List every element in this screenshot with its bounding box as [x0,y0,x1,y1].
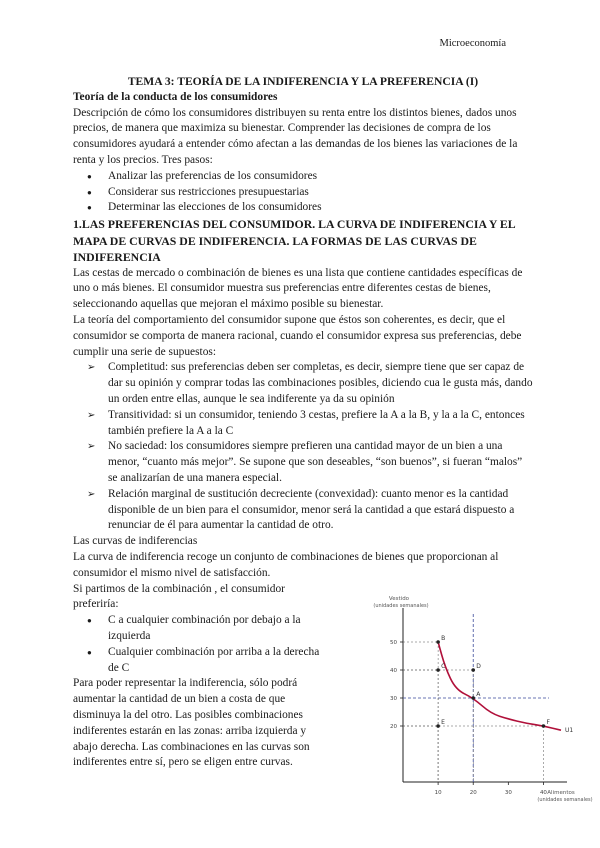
indifference-chart [333,592,593,807]
chart-svg [333,592,593,807]
curve-label: U1 [565,727,574,735]
list-item: ➢ Relación marginal de sustitución decreciente (convexidad): cuanto menor es la cantidad disponible de un bien para el consumidor, menor será la cantidad a que estará dispuesto a renunciar de él para aumentar la cantidad de otro. [73,487,533,534]
data-point [436,640,440,644]
curves-definition: La curva de indiferencia recoge un conjunto de combinaciones de bienes que proporcionan al consumidor el mismo nivel de satisfacción. [73,551,499,579]
x-tick-label: 20 [469,790,477,796]
steps-list [73,169,533,216]
final-paragraph: Para poder representar la indiferencia, sólo podrá aumentar la cantidad de un bien a costa de que disminuya la del otro. Las posibles combinaciones indiferentes estarán en las zonas: arriba izquierda y abajo derecha. Las combinaciones en las curvas son indiferentes entre sí, pero se eligen entre curvas. [73,677,310,769]
point-label: E [441,719,445,726]
indifference-curve-line [438,642,561,730]
y-tick-label: 30 [390,696,397,702]
paragraph-cestas: Las cestas de mercado o combinación de bienes es una lista que contiene cantidades específicas de uno o más bienes. El consumidor muestra sus preferencias entre diferentes cestas de bienes, seleccionando aquellas que mejoran el máximo posible su bienestar. [73,266,523,311]
if-start-paragraph: Si partimos de la combinación , el consumidor preferiría: [73,582,285,611]
curves-heading: Las curvas de indiferencias [73,535,198,548]
data-point [436,724,440,728]
y-tick-label: 50 [390,640,397,646]
x-tick-label: 40 [539,790,547,796]
y-axis-label-units: (unidades semanales) [373,603,429,609]
y-tick-label: 20 [390,724,397,730]
y-tick-label: 40 [390,668,397,674]
list-item: ➢ Completitud: sus preferencias deben ser completas, es decir, siempre tiene que ser capaz de dar su opinión y comprar todas las combinaciones posibles, diciendo cua le gusta más, dando un orden entre ellas, aunque le sea indiferente ya da su opinión [73,360,533,407]
list-item: ● Analizar las preferencias de los consumidores [73,169,533,185]
point-label: C [441,663,446,670]
subtitle: Teoría de la conducta de los consumidores [73,90,278,103]
list-item: ● Considerar sus restricciones presupuestarias [73,185,533,201]
intro-paragraph: Descripción de cómo los consumidores distribuyen su renta entre los distintos bienes, dados unos precios, de manera que maximiza su bienestar. Comprender las decisiones de compra de los consumidores ayudará a entender cómo afectan a las demandas de los bienes las variaciones de la renta y los precios. Tres pasos: [73,106,518,166]
x-axis-label-units: (unidades semanales) [537,797,593,803]
data-point [436,668,440,672]
data-point [471,696,475,700]
point-label: B [441,635,446,642]
x-tick-label: 10 [434,790,442,796]
page-title: TEMA 3: TEORÍA DE LA INDIFERENCIA Y LA PREFERENCIA (I) [127,75,479,88]
list-item: ● Determinar las elecciones de los consumidores [73,200,533,216]
point-label: D [476,663,481,670]
list-item: ➢ Transitividad: si un consumidor, teniendo 3 cestas, prefiere la A a la B, y la a la C, entonces también prefiere la A a la C [73,408,533,440]
list-item: ● C a cualquier combinación por debajo a la izquierda [73,613,323,645]
x-axis-label: Alimentos [547,790,575,796]
list-item: ➢ No saciedad: los consumidores siempre prefieren una cantidad mayor de un bien a una menor, “cuanto más mejor”. Se supone que son deseables, “son buenos”, si fueran “malos” se analizarían de una manera especial. [73,439,533,486]
preferences-list [73,613,323,676]
x-tick-label: 30 [504,790,512,796]
point-label: A [476,691,481,698]
list-item: ● Cualquier combinación por arriba a la derecha de C [73,645,323,677]
point-label: F [546,719,550,726]
data-point [471,668,475,672]
header-subject: Microeconomía [439,38,506,49]
data-point [542,724,546,728]
y-axis-label: Vestido [388,596,410,602]
paragraph-teoria: La teoría del comportamiento del consumidor supone que éstos son coherentes, es decir, que el consumidor se comporta de manera racional, cuando el consumidor expresa sus preferencias, debe cumplir una serie de supuestos: [73,314,522,358]
assumptions-list [73,360,533,534]
section-heading: 1.LAS PREFERENCIAS DEL CONSUMIDOR. LA CURVA DE INDIFERENCIA Y EL MAPA DE CURVAS DE INDIFERENCIA. LA FORMAS DE LAS CURVAS DE INDIFERENCIA [73,217,515,265]
